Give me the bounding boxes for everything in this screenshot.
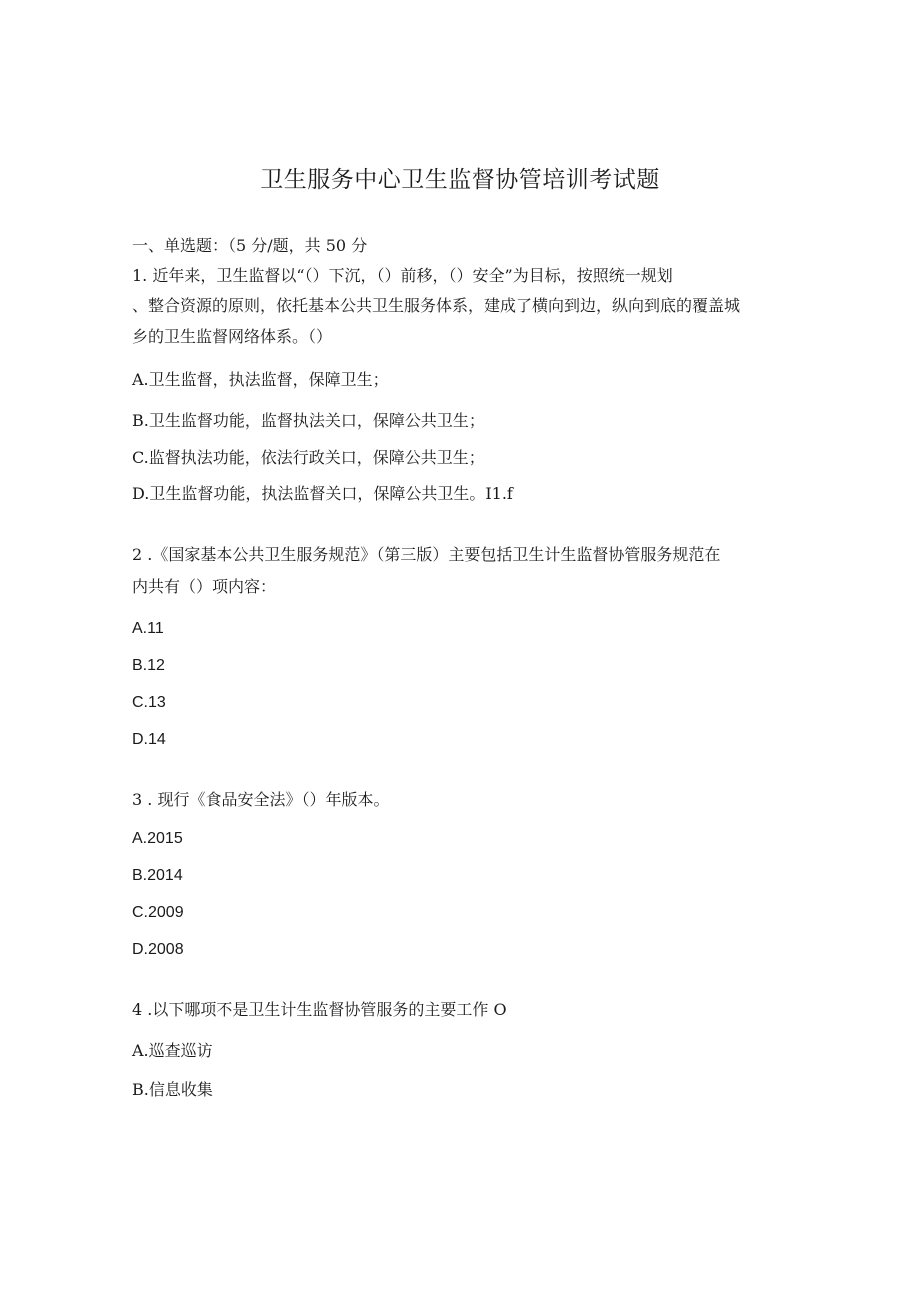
question-2-line-2: 内共有（）项内容： <box>132 577 277 596</box>
question-3-option-b: B.2014 <box>132 867 183 884</box>
question-4-line-1: 4 .以下哪项不是卫生计生监督协管服务的主要工作 O <box>132 1000 507 1019</box>
question-1-line-1: 1. 近年来，卫生监督以“（）下沉，（）前移，（）安全”为目标，按照统一规划 <box>132 266 673 285</box>
question-1-option-a: A.卫生监督，执法监督，保障卫生； <box>132 370 389 389</box>
question-1-option-b: B.卫生监督功能，监督执法关口，保障公共卫生； <box>132 411 485 430</box>
question-1-line-3: 乡的卫生监督网络体系。（） <box>132 327 333 346</box>
question-2-option-c: C.13 <box>132 694 166 711</box>
question-3-option-c: C.2009 <box>132 904 184 921</box>
question-1-line-2: 、整合资源的原则，依托基本公共卫生服务体系，建成了横向到边，纵向到底的覆盖城 <box>132 296 741 315</box>
question-4-option-b: B.信息收集 <box>132 1080 213 1099</box>
question-3-option-d: D.2008 <box>132 941 184 958</box>
question-2-line-1: 2 .《国家基本公共卫生服务规范》（第三版）主要包括卫生计生监督协管服务规范在 <box>132 545 721 564</box>
question-3-option-a: A.2015 <box>132 830 183 847</box>
question-2-option-d: D.14 <box>132 731 166 748</box>
question-1-option-c: C.监督执法功能，依法行政关口，保障公共卫生； <box>132 448 485 467</box>
question-3-line-1: 3 . 现行《食品安全法》（）年版本。 <box>132 790 390 809</box>
document-title: 卫生服务中心卫生监督协管培训考试题 <box>260 167 660 193</box>
section-header: 一、单选题：（5 分/题，共 50 分 <box>132 236 368 255</box>
question-1-option-d: D.卫生监督功能，执法监督关口，保障公共卫生。I1.f <box>132 484 513 503</box>
question-2-option-b: B.12 <box>132 657 165 674</box>
question-4-option-a: A.巡查巡访 <box>132 1041 213 1060</box>
question-2-option-a: A.11 <box>132 620 164 637</box>
